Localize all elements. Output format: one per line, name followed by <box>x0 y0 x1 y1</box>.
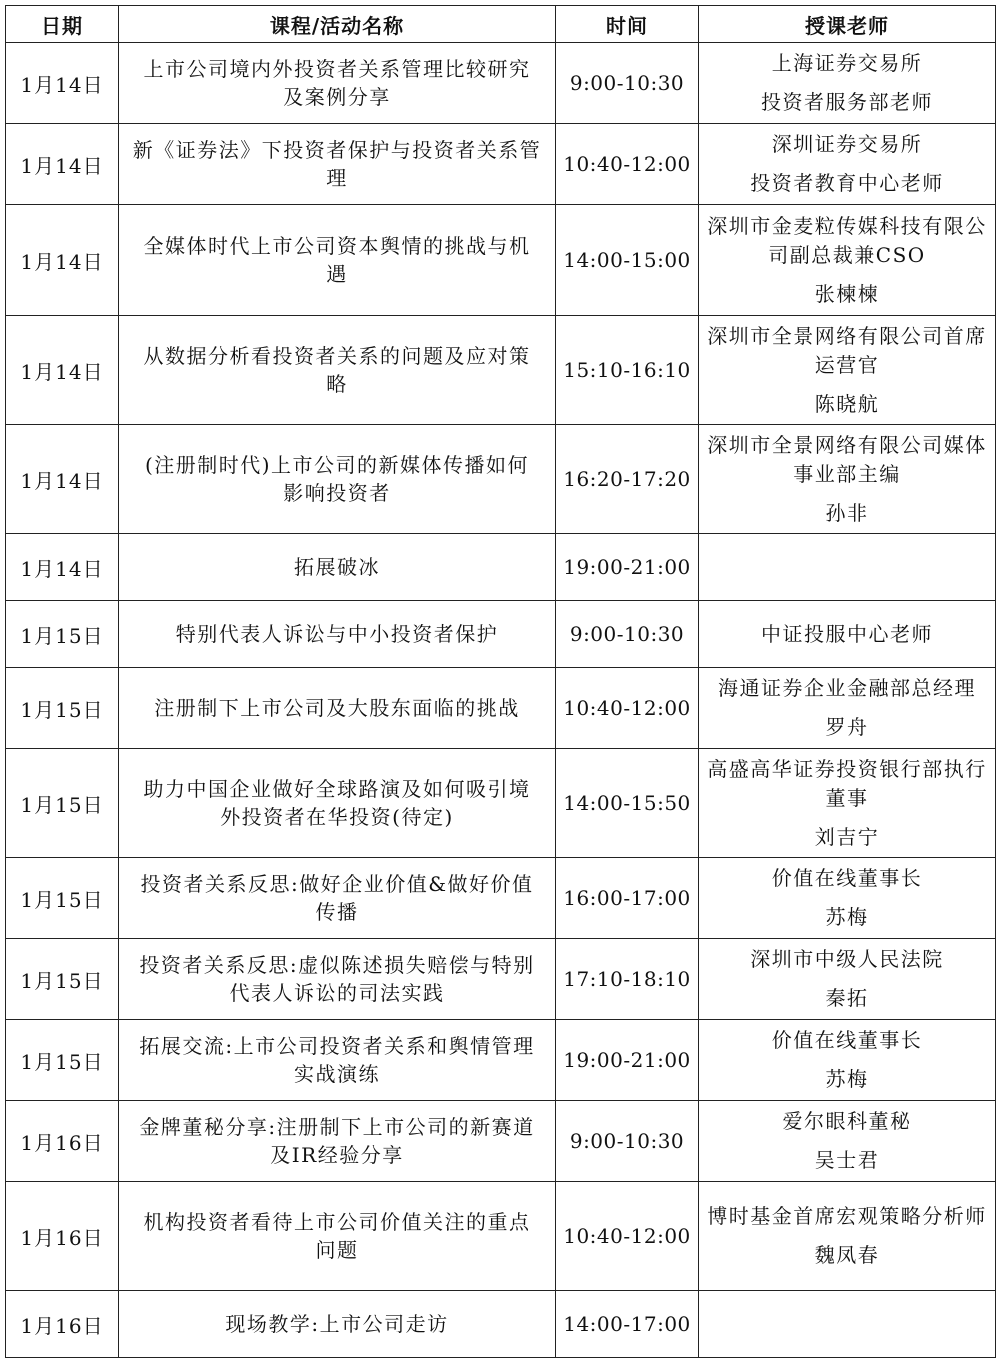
course-line: 及案例分享 <box>283 85 391 109</box>
teacher-cell <box>699 43 996 124</box>
teacher-org: 中证投服中心老师 <box>761 621 933 646</box>
time-cell: 15:10-16:10 <box>556 316 699 425</box>
time-cell: 14:00-15:50 <box>556 749 699 858</box>
date-cell: 1月15日 <box>6 1020 119 1101</box>
course-cell <box>119 425 556 534</box>
course-line: 新《证券法》下投资者保护与投资者关系管 <box>132 138 542 162</box>
teacher-name: 罗舟 <box>825 715 869 739</box>
teacher-org: 爱尔眼科董秘 <box>782 1109 912 1133</box>
table-row <box>6 939 996 1020</box>
course-line: 理 <box>326 166 348 190</box>
course-line: 现场教学:上市公司走访 <box>225 1312 449 1336</box>
course-line: 注册制下上市公司及大股东面临的挑战 <box>154 696 520 720</box>
table-row <box>6 534 996 601</box>
table-row <box>6 1291 996 1358</box>
teacher-cell <box>699 749 996 858</box>
schedule-body <box>6 43 996 1358</box>
teacher-name: 孙非 <box>825 500 869 525</box>
teacher-cell <box>699 1182 996 1291</box>
date-cell: 1月15日 <box>6 668 119 749</box>
date-cell: 1月16日 <box>6 1182 119 1291</box>
date-cell: 1月14日 <box>6 534 119 601</box>
teacher-org: 深圳市全景网络有限公司媒体事业部主编 <box>707 432 987 486</box>
course-line: 上市公司境内外投资者关系管理比较研究 <box>143 57 531 81</box>
table-row <box>6 316 996 425</box>
table-row <box>6 1182 996 1291</box>
time-cell: 19:00-21:00 <box>556 1020 699 1101</box>
header-row <box>6 6 996 43</box>
course-line: 助力中国企业做好全球路演及如何吸引境 <box>143 777 531 801</box>
teacher-name: 苏梅 <box>825 905 869 929</box>
schedule-table <box>5 5 996 1358</box>
header-teacher: 授课老师 <box>699 6 996 43</box>
course-cell <box>119 1291 556 1358</box>
teacher-org: 博时基金首席宏观策略分析师 <box>707 1204 987 1228</box>
table-row <box>6 425 996 534</box>
teacher-name: 陈晓航 <box>814 391 880 416</box>
teacher-name: 吴士君 <box>814 1148 880 1172</box>
table-row <box>6 601 996 668</box>
course-cell <box>119 124 556 205</box>
date-cell: 1月14日 <box>6 316 119 425</box>
date-cell: 1月14日 <box>6 124 119 205</box>
course-line: 投资者关系反思:做好企业价值&做好价值 <box>140 872 534 896</box>
course-line: 金牌董秘分享:注册制下上市公司的新赛道 <box>139 1115 535 1139</box>
teacher-cell <box>699 668 996 749</box>
teacher-cell <box>699 425 996 534</box>
time-cell: 10:40-12:00 <box>556 1182 699 1291</box>
teacher-cell <box>699 534 996 601</box>
course-cell <box>119 668 556 749</box>
teacher-name: 苏梅 <box>825 1067 869 1091</box>
table-row <box>6 205 996 316</box>
course-cell <box>119 749 556 858</box>
course-line: 及IR经验分享 <box>270 1143 404 1167</box>
course-line: 遇 <box>326 262 348 286</box>
time-cell: 14:00-15:00 <box>556 205 699 316</box>
date-cell: 1月14日 <box>6 43 119 124</box>
teacher-cell <box>699 1101 996 1182</box>
time-cell: 14:00-17:00 <box>556 1291 699 1358</box>
course-cell <box>119 534 556 601</box>
time-cell: 9:00-10:30 <box>556 43 699 124</box>
date-cell: 1月14日 <box>6 425 119 534</box>
table-row <box>6 1101 996 1182</box>
teacher-cell <box>699 601 996 668</box>
course-line: 从数据分析看投资者关系的问题及应对策 <box>143 344 531 368</box>
course-line: 投资者关系反思:虚似陈述损失赔偿与特别 <box>139 953 535 977</box>
course-line: 问题 <box>315 1238 359 1262</box>
table-row <box>6 43 996 124</box>
date-cell: 1月15日 <box>6 858 119 939</box>
teacher-cell <box>699 316 996 425</box>
time-cell: 17:10-18:10 <box>556 939 699 1020</box>
course-cell <box>119 858 556 939</box>
course-line: (注册制时代)上市公司的新媒体传播如何 <box>144 453 530 477</box>
teacher-name: 秦拓 <box>825 986 869 1010</box>
teacher-org: 深圳市中级人民法院 <box>750 947 944 971</box>
teacher-org: 深圳市全景网络有限公司首席运营官 <box>707 323 987 377</box>
time-cell: 16:20-17:20 <box>556 425 699 534</box>
course-line: 拓展破冰 <box>294 555 380 579</box>
course-cell <box>119 601 556 668</box>
date-cell: 1月15日 <box>6 939 119 1020</box>
teacher-cell <box>699 205 996 316</box>
course-line: 特别代表人诉讼与中小投资者保护 <box>175 622 499 646</box>
header-time: 时间 <box>556 6 699 43</box>
time-cell: 10:40-12:00 <box>556 668 699 749</box>
teacher-name: 魏凤春 <box>814 1243 880 1267</box>
course-line: 影响投资者 <box>283 481 391 505</box>
course-line: 传播 <box>315 900 359 924</box>
date-cell: 1月16日 <box>6 1101 119 1182</box>
header-course: 课程/活动名称 <box>119 6 556 43</box>
date-cell: 1月16日 <box>6 1291 119 1358</box>
teacher-cell <box>699 858 996 939</box>
course-cell <box>119 1020 556 1101</box>
teacher-name: 投资者服务部老师 <box>761 90 933 114</box>
course-line: 略 <box>326 372 348 396</box>
table-row <box>6 124 996 205</box>
course-cell <box>119 43 556 124</box>
course-line: 代表人诉讼的司法实践 <box>229 981 445 1005</box>
course-line: 机构投资者看待上市公司价值关注的重点 <box>143 1210 531 1234</box>
course-cell <box>119 1101 556 1182</box>
time-cell: 9:00-10:30 <box>556 601 699 668</box>
date-cell: 1月15日 <box>6 749 119 858</box>
course-cell <box>119 316 556 425</box>
date-cell: 1月15日 <box>6 601 119 668</box>
teacher-org: 价值在线董事长 <box>771 1028 923 1052</box>
table-row <box>6 1020 996 1101</box>
course-cell <box>119 1182 556 1291</box>
course-line: 外投资者在华投资(待定) <box>220 805 454 829</box>
teacher-org: 深圳证券交易所 <box>771 132 923 156</box>
header-date: 日期 <box>6 6 119 43</box>
time-cell: 9:00-10:30 <box>556 1101 699 1182</box>
course-line: 全媒体时代上市公司资本舆情的挑战与机 <box>143 234 531 258</box>
teacher-org: 海通证券企业金融部总经理 <box>718 676 976 700</box>
teacher-name: 刘吉宁 <box>814 824 880 849</box>
teacher-cell <box>699 1291 996 1358</box>
teacher-name: 张楝楝 <box>814 281 880 306</box>
teacher-name: 投资者教育中心老师 <box>750 171 944 195</box>
table-row <box>6 749 996 858</box>
teacher-cell <box>699 124 996 205</box>
teacher-org: 上海证券交易所 <box>771 51 923 75</box>
teacher-cell <box>699 939 996 1020</box>
date-cell: 1月14日 <box>6 205 119 316</box>
table-row <box>6 668 996 749</box>
teacher-org: 高盛高华证券投资银行部执行董事 <box>707 756 987 810</box>
teacher-org: 价值在线董事长 <box>771 866 923 890</box>
teacher-cell <box>699 1020 996 1101</box>
teacher-org: 深圳市金麦粒传媒科技有限公司副总裁兼CSO <box>707 213 987 267</box>
table-row <box>6 858 996 939</box>
time-cell: 19:00-21:00 <box>556 534 699 601</box>
course-cell <box>119 939 556 1020</box>
time-cell: 10:40-12:00 <box>556 124 699 205</box>
course-cell <box>119 205 556 316</box>
time-cell: 16:00-17:00 <box>556 858 699 939</box>
course-line: 实战演练 <box>294 1062 380 1086</box>
course-line: 拓展交流:上市公司投资者关系和舆情管理 <box>139 1034 535 1058</box>
